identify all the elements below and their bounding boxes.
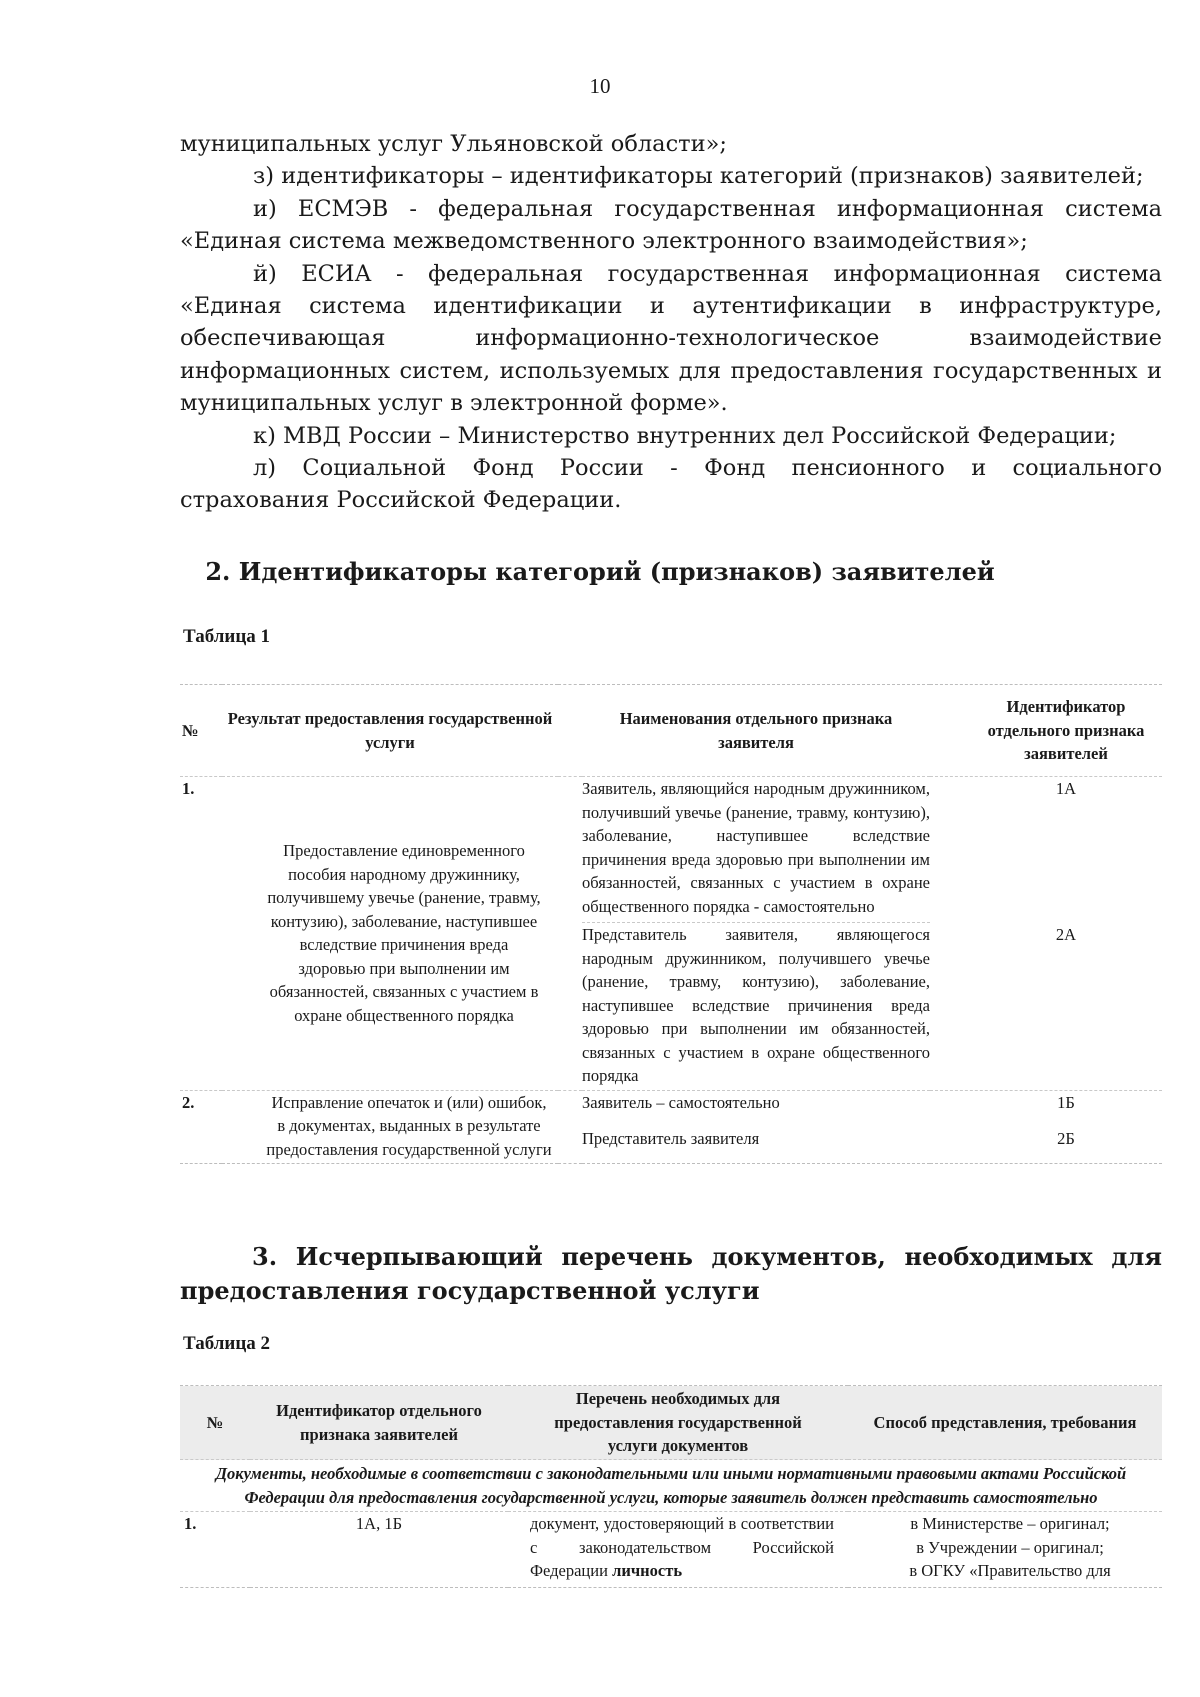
table-1-caption: Таблица 1 (183, 626, 271, 647)
row-number: 1. (180, 777, 222, 1091)
header-num: № (182, 720, 199, 740)
body-text (180, 128, 1162, 517)
applicant-attribute-cell: Представитель заявителя (582, 1128, 760, 1148)
paragraph: з) идентификаторы – идентификаторы категорий (признаков) заявителей; (253, 163, 1144, 190)
method-cell (848, 1512, 1162, 1588)
service-result-cell: Исправление опечаток и (или) ошибок, в документах, выданных в результате предоставления государственной услуги (222, 1090, 558, 1164)
identifier-cell: 1А, 1Б (355, 1514, 403, 1533)
table-2-caption: Таблица 2 (183, 1333, 271, 1354)
paragraph: и) ЕСМЭВ - федеральная государственная информационная система «Единая система межведомственного электронного взаимодействия»; (180, 195, 1162, 255)
header-id: Идентификатор отдельного признака заявителей (250, 1386, 508, 1460)
identifier-cell: 2А (1055, 924, 1077, 944)
section-3-heading-line: 3. Исчерпывающий перечень документов, необходимых для (252, 1242, 1162, 1271)
paragraph: л) Социальной Фонд России - Фонд пенсионного и социального страхования Российской Федерации. (180, 455, 1162, 514)
table-1 (180, 684, 1162, 1164)
header-name: Наименования отдельного признака заявителя (619, 709, 893, 752)
applicant-attribute-cell: Представитель заявителя, являющегося народным дружинником, получившего увечье (ранение, травму, контузию), заболевание, наступившее вследствие причинения вреда здоровью при выполнении им обязанностей, связанных с участием в охране общественного порядка (582, 923, 930, 1091)
section-3-heading (180, 1240, 1162, 1308)
document-cell (508, 1512, 848, 1588)
header-id: Идентификатор отдельного признака заявителей (987, 697, 1145, 764)
paragraph: к) МВД России – Министерство внутренних дел Российской Федерации; (253, 422, 1117, 449)
paragraph: й) ЕСИА - федеральная государственная информационная система «Единая система идентификации и аутентификации в инфраструктуре, обеспечивающая информационно-технологическое взаимодействие информационных систем, используемых для предоставления государственных и муниципальных услуг в электронной форме». (180, 260, 1162, 417)
row-number: 2. (180, 1090, 222, 1164)
method-line: в ОГКУ «Правительство для (909, 1561, 1111, 1580)
documents-banner: Документы, необходимые в соответствии с законодательными или иными нормативными правовыми актами Российской Федерации для предоставления государственной услуги, которые заявитель должен представить самостоятельно (180, 1460, 1162, 1512)
table-2 (180, 1385, 1162, 1588)
section-2-heading: 2. Идентификаторы категорий (признаков) заявителей (205, 557, 995, 586)
service-result-cell: Предоставление единовременного пособия народному дружиннику, получившему увечье (ранение, травму, контузию), заболевание, наступившее вследствие причинения вреда здоровью при выполнении им обязанностей, связанных с участием в охране общественного порядка (222, 777, 558, 1091)
header-num: № (180, 1386, 250, 1460)
identifier-cell: 1А (930, 777, 1162, 923)
page-number: 10 (589, 74, 611, 98)
row-number: 1. (184, 1514, 197, 1533)
applicant-attribute-cell: Заявитель – самостоятельно (582, 1090, 930, 1127)
identifier-cell: 2Б (1057, 1128, 1075, 1148)
method-line: в Министерстве – оригинал; (910, 1514, 1110, 1533)
document-text-bold: личность (612, 1561, 683, 1580)
header-result: Результат предоставления государственной услуги (227, 709, 553, 752)
applicant-attribute-cell: Заявитель, являющийся народным дружинником, получивший увечье (ранение, травму, контузию), заболевание, наступившее вследствие причинения вреда здоровью при выполнении им обязанностей, связанных с участием в охране общественного порядка - самостоятельно (582, 777, 930, 923)
header-docs: Перечень необходимых для предоставления государственной услуги документов (508, 1386, 848, 1460)
paragraph: муниципальных услуг Ульяновской области»; (180, 131, 727, 157)
document-text: документ, удостоверяющий в соответствии с законодательством Российской Федерации (530, 1514, 834, 1580)
method-line: в Учреждении – оригинал; (916, 1537, 1104, 1557)
header-method: Способ представления, требования (848, 1386, 1162, 1460)
section-3-heading-line: предоставления государственной услуги (180, 1276, 760, 1305)
identifier-cell: 1Б (930, 1090, 1162, 1127)
